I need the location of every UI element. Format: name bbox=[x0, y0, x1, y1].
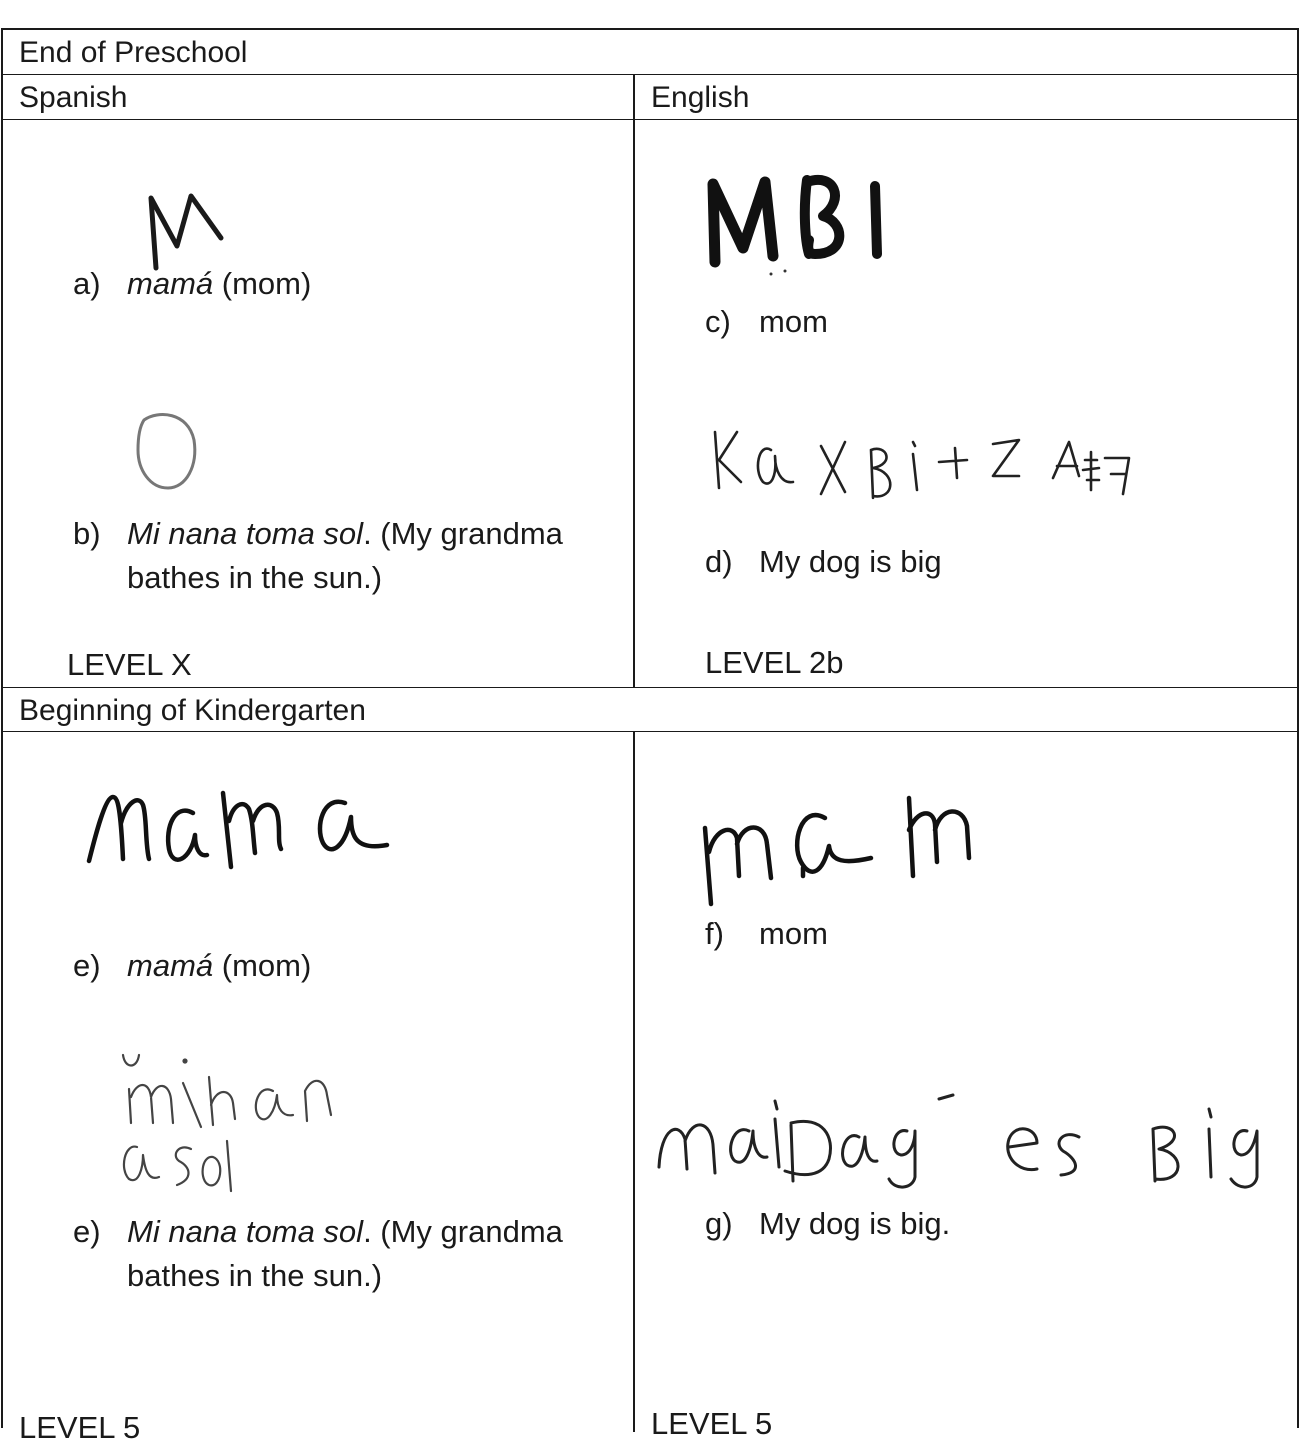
caption-f: f) mom bbox=[705, 916, 828, 951]
writing-samples-table bbox=[1, 28, 1299, 1445]
caption-e-mama: e) mamá (mom) bbox=[73, 948, 312, 983]
handwriting-sample-d bbox=[701, 420, 1141, 510]
caption-b: b) Mi nana toma sol. (My grandma bathes in the sun.) bbox=[73, 516, 563, 595]
handwriting-sample-g bbox=[653, 1087, 1293, 1197]
handwriting-sample-e bbox=[83, 787, 403, 877]
handwriting-sample-c bbox=[705, 170, 895, 280]
language-header-row bbox=[3, 75, 1297, 120]
section-title-beginning-of-kindergarten: Beginning of Kindergarten bbox=[3, 687, 1297, 732]
cell-preschool-english bbox=[635, 120, 1299, 687]
handwriting-sample-f bbox=[695, 782, 995, 912]
column-header-spanish: Spanish bbox=[19, 81, 128, 114]
level-label-preschool-spanish: LEVEL X bbox=[67, 647, 192, 682]
section-title-end-of-preschool: End of Preschool bbox=[3, 30, 1297, 75]
handwriting-sample-e-sentence bbox=[113, 1047, 353, 1197]
caption-a: a) mamá (mom) bbox=[73, 266, 312, 301]
caption-c: c) mom bbox=[705, 304, 828, 339]
caption-e-sentence: e) Mi nana toma sol. (My grandma bathes in the sun.) bbox=[73, 1214, 563, 1293]
column-header-english: English bbox=[651, 81, 750, 114]
level-label-kindergarten-spanish: LEVEL 5 bbox=[19, 1410, 141, 1445]
level-label-kindergarten-english: LEVEL 5 bbox=[651, 1406, 773, 1441]
cell-kindergarten-spanish bbox=[3, 732, 633, 1445]
handwriting-sample-b bbox=[128, 410, 208, 495]
level-label-preschool-english: LEVEL 2b bbox=[705, 645, 844, 680]
cell-kindergarten-english bbox=[635, 732, 1299, 1441]
caption-d: d) My dog is big bbox=[705, 544, 942, 579]
caption-g: g) My dog is big. bbox=[705, 1206, 951, 1241]
cell-preschool-spanish bbox=[3, 120, 633, 687]
